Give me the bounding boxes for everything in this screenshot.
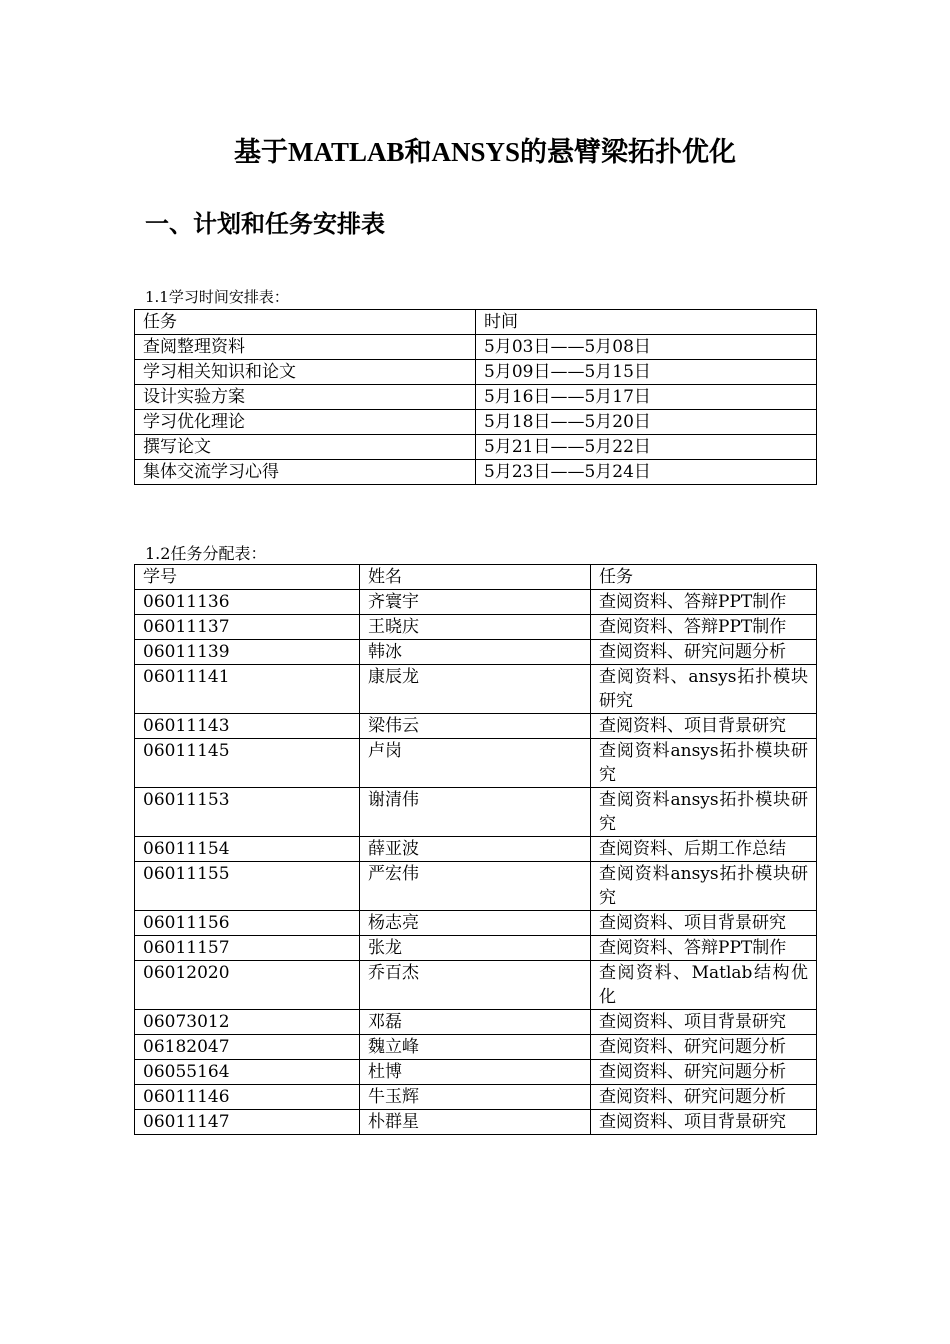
table-cell: 06011153: [135, 788, 360, 837]
table-row: [135, 862, 817, 911]
table-row: [135, 615, 817, 640]
table-cell: 06182047: [135, 1035, 360, 1060]
table-cell: 查阅资料、答辩PPT制作: [591, 936, 817, 961]
table-cell: 查阅资料、项目背景研究: [591, 714, 817, 739]
table-cell: 谢清伟: [360, 788, 591, 837]
table-cell: 学习优化理论: [135, 410, 476, 435]
table-cell: 查阅资料、Matlab结构优化: [591, 961, 817, 1010]
table-cell: 5月09日——5月15日: [476, 360, 817, 385]
table-cell: 5月23日——5月24日: [476, 460, 817, 485]
table-cell: 5月03日——5月08日: [476, 335, 817, 360]
table-row: [135, 837, 817, 862]
table-row: [135, 1085, 817, 1110]
section-heading: 一、计划和任务安排表: [145, 210, 385, 238]
table-row: [135, 410, 817, 435]
table-cell: 06055164: [135, 1060, 360, 1085]
table-cell: 查阅资料、研究问题分析: [591, 640, 817, 665]
table-cell: 齐寰宇: [360, 590, 591, 615]
header-cell: 任务: [135, 310, 476, 335]
table-cell: 王晓庆: [360, 615, 591, 640]
header-cell: 任务: [591, 565, 817, 590]
table-cell: 查阅资料、后期工作总结: [591, 837, 817, 862]
table-row: [135, 460, 817, 485]
table-cell: 杨志亮: [360, 911, 591, 936]
table-cell: 查阅资料、ansys拓扑模块研究: [591, 665, 817, 714]
table-cell: 邓磊: [360, 1010, 591, 1035]
table-cell: 查阅资料、答辩PPT制作: [591, 615, 817, 640]
table-cell: 查阅资料ansys拓扑模块研究: [591, 788, 817, 837]
table-cell: 5月21日——5月22日: [476, 435, 817, 460]
table-cell: 杜博: [360, 1060, 591, 1085]
table-cell: 朴群星: [360, 1110, 591, 1135]
table-cell: 张龙: [360, 936, 591, 961]
table-row: [135, 911, 817, 936]
table-cell: 查阅整理资料: [135, 335, 476, 360]
table-row: [135, 1035, 817, 1060]
table-cell: 设计实验方案: [135, 385, 476, 410]
document-title: 基于MATLAB和ANSYS的悬臂梁拓扑优化: [234, 137, 737, 167]
table-cell: 查阅资料、项目背景研究: [591, 1110, 817, 1135]
schedule-table: [134, 309, 817, 485]
header-cell: 姓名: [360, 565, 591, 590]
assignment-caption: 1.2任务分配表：: [145, 544, 267, 563]
table-cell: 06011141: [135, 665, 360, 714]
table-cell: 06073012: [135, 1010, 360, 1035]
table-cell: 查阅资料、答辩PPT制作: [591, 590, 817, 615]
table-cell: 06011157: [135, 936, 360, 961]
header-cell: 学号: [135, 565, 360, 590]
table-cell: 06012020: [135, 961, 360, 1010]
table-cell: 查阅资料ansys拓扑模块研究: [591, 862, 817, 911]
table-cell: 06011145: [135, 739, 360, 788]
table-cell: 06011137: [135, 615, 360, 640]
table-row: [135, 335, 817, 360]
header-cell: 时间: [476, 310, 817, 335]
table-cell: 查阅资料、项目背景研究: [591, 1010, 817, 1035]
table-row: [135, 360, 817, 385]
table-cell: 查阅资料、研究问题分析: [591, 1035, 817, 1060]
assignment-table: [134, 564, 817, 1135]
table-cell: 严宏伟: [360, 862, 591, 911]
table-row: [135, 590, 817, 615]
table-cell: 集体交流学习心得: [135, 460, 476, 485]
table-cell: 康辰龙: [360, 665, 591, 714]
table-header-row: [135, 310, 817, 335]
table-cell: 魏立峰: [360, 1035, 591, 1060]
table-cell: 查阅资料、项目背景研究: [591, 911, 817, 936]
table-row: [135, 1010, 817, 1035]
table-cell: 卢岗: [360, 739, 591, 788]
table-row: [135, 1110, 817, 1135]
table-row: [135, 385, 817, 410]
table-row: [135, 739, 817, 788]
table-cell: 韩冰: [360, 640, 591, 665]
table-row: [135, 714, 817, 739]
table-cell: 乔百杰: [360, 961, 591, 1010]
table-cell: 5月16日——5月17日: [476, 385, 817, 410]
table-cell: 查阅资料ansys拓扑模块研究: [591, 739, 817, 788]
table-cell: 牛玉辉: [360, 1085, 591, 1110]
table-cell: 查阅资料、研究问题分析: [591, 1085, 817, 1110]
table-cell: 06011147: [135, 1110, 360, 1135]
table-cell: 06011143: [135, 714, 360, 739]
table-cell: 薛亚波: [360, 837, 591, 862]
table-row: [135, 435, 817, 460]
schedule-caption: 1.1学习时间安排表：: [145, 288, 289, 306]
table-cell: 06011155: [135, 862, 360, 911]
table-cell: 梁伟云: [360, 714, 591, 739]
table-cell: 06011146: [135, 1085, 360, 1110]
table-row: [135, 961, 817, 1010]
table-cell: 06011154: [135, 837, 360, 862]
table-cell: 06011136: [135, 590, 360, 615]
table-cell: 5月18日——5月20日: [476, 410, 817, 435]
table-row: [135, 640, 817, 665]
table-row: [135, 1060, 817, 1085]
table-row: [135, 788, 817, 837]
table-row: [135, 936, 817, 961]
table-cell: 撰写论文: [135, 435, 476, 460]
table-cell: 学习相关知识和论文: [135, 360, 476, 385]
table-cell: 06011139: [135, 640, 360, 665]
table-cell: 查阅资料、研究问题分析: [591, 1060, 817, 1085]
table-header-row: [135, 565, 817, 590]
table-cell: 06011156: [135, 911, 360, 936]
table-row: [135, 665, 817, 714]
